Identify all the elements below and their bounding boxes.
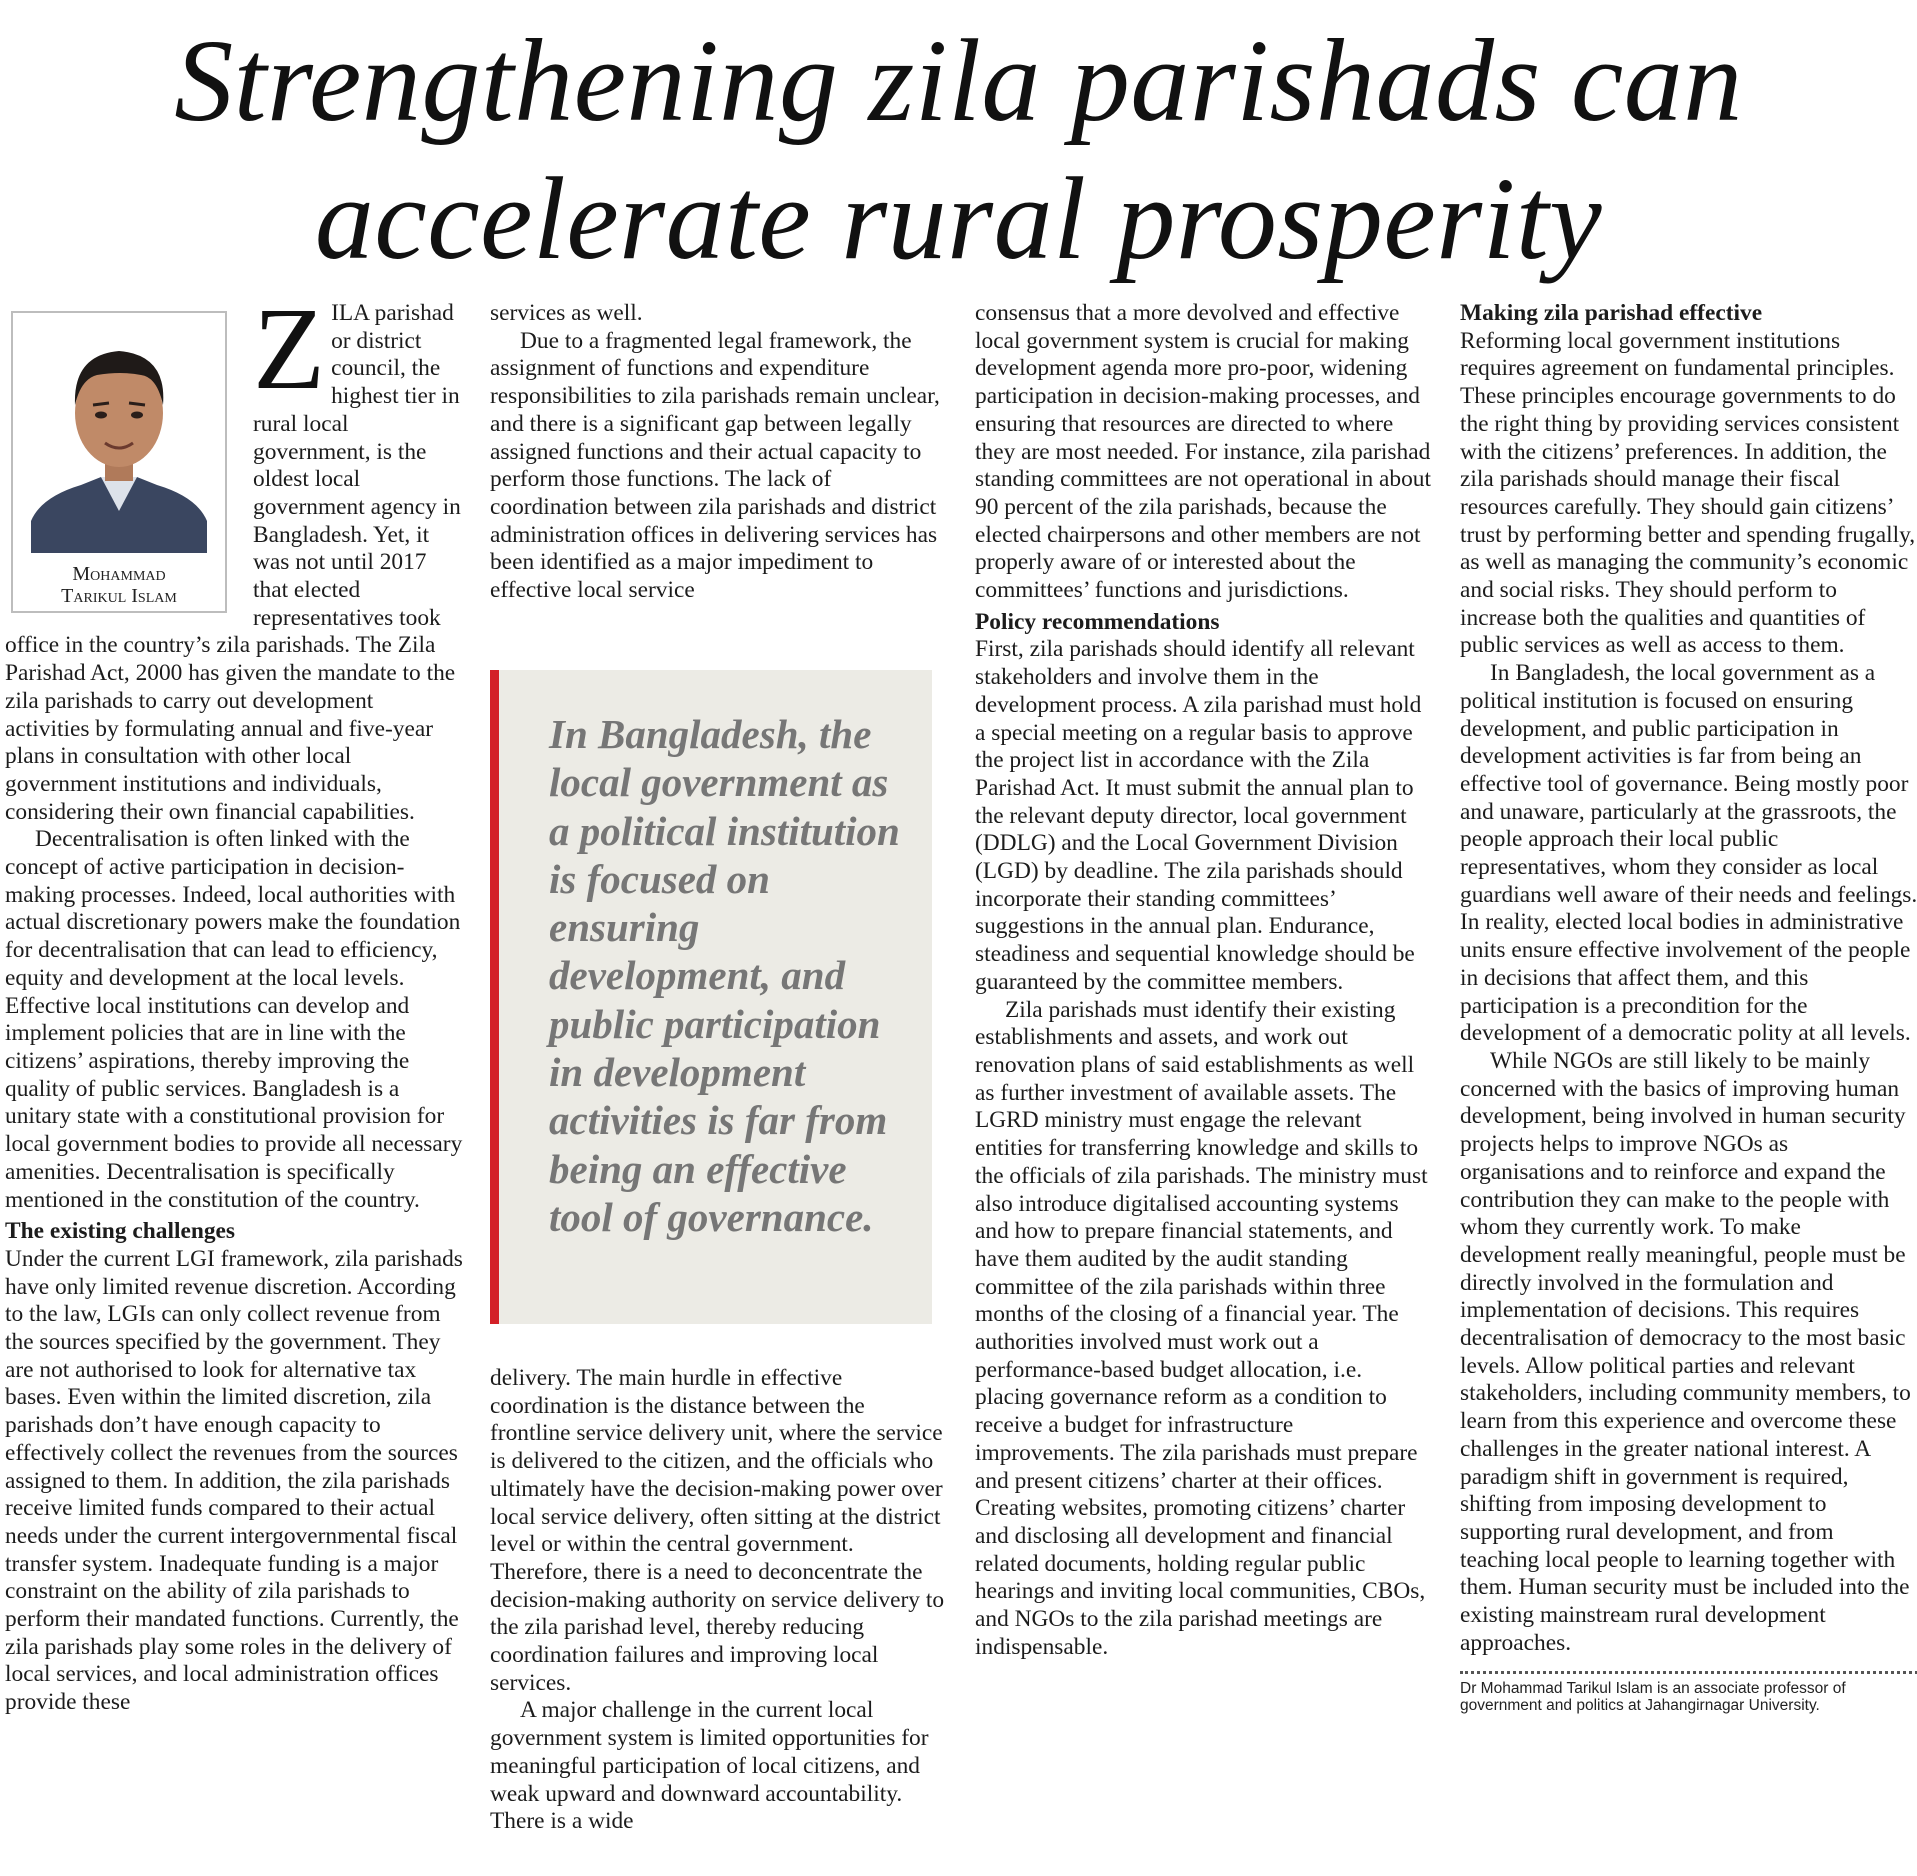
column-2-top xyxy=(490,300,948,605)
paragraph-ngos: While NGOs are still likely to be mainly concerned with the basics of improving human development, being involved in human security projects helps to improve NGOs as organisations and to reinforce and expand the contribution they can make to the people with whom they currently work. To make development really meaningful, people must be directly involved in the formulation and implementation of decisions. This requires decentralisation of democracy to the most basic levels. Allow political parties and relevant stakeholders, including community members, to learn from this experience and overcome these challenges in the greater national interest. A paradigm shift in government is required, shifting from imposing development to supporting rural development, and from teaching local people to learning together with them. Human security must be included into the existing mainstream rural development approaches. xyxy=(1460,1047,1911,1656)
column-1 xyxy=(5,283,463,1717)
paragraph-consensus: consensus that a more devolved and effective local government system is crucial for making development agenda more pro-poor, widening participation in decision-making processes, and ensuring that resources are directed to where they are most needed. For instance, zila parishad standing committees are not operational in about 90 percent of the zila parishads, because the elected chairpersons and other members are not properly aware of or interested about the committees’ functions and jurisdictions. xyxy=(975,300,1431,604)
column-2-bottom xyxy=(490,1365,948,1836)
paragraph-assets: Zila parishads must identify their existing establishments and assets, and work out renovation plans of said establishments as well as further investment of available assets. The LGRD ministry must engage the relevant entities for transferring knowledge and skills to the officials of zila parishads. The ministry must also introduce digitalised accounting systems and how to prepare financial statements, and have them audited by the audit standing committee of the zila parishads within three months of the closing of a financial year. The authorities involved must work out a performance-based budget allocation, i.e. placing governance reform as a condition to receive a budget for infrastructure improvements. The zila parishads must prepare and present citizens’ charter at their offices. Creating websites, promoting citizens’ charter and disclosing all development and financial related documents, holding regular public hearings and inviting local communities, CBOs, and NGOs to the zila parishad meetings are indispensable. xyxy=(975,996,1428,1660)
headline xyxy=(0,12,1917,288)
pull-quote-box xyxy=(490,670,932,1324)
column-4 xyxy=(1460,300,1917,1714)
paragraph-participation-challenge: A major challenge in the current local government system is limited opportunities for meaningful participation of local citizens, and weak upward and downward accountability. There is a wide xyxy=(490,1697,929,1835)
author-byline xyxy=(13,563,225,607)
subheading-making-effective: Making zila parishad effective xyxy=(1460,300,1763,326)
paragraph-coordination: delivery. The main hurdle in effective coordination is the distance between the frontline service delivery unit, where the service is delivered to the citizen, and the officials who ultimately have the decision-making power over local service delivery, often sitting at the district level or within the central government. Therefore, there is a need to deconcentrate the decision-making authority on service delivery to the zila parishad level, thereby reducing coordination failures and improving local services. xyxy=(490,1365,945,1696)
headline-line-1: Strengthening zila parishads can xyxy=(174,15,1743,146)
author-portrait-image xyxy=(31,325,207,553)
paragraph-reforming: Reforming local government institutions requires agreement on fundamental principles. These principles encourage governments to do the right thing by providing services consistent with the citizens’ preferences. In addition, the zila parishads should manage their fiscal resources carefully. They should gain citizens’ trust by performing better and spending frugally, as well as managing the community’s economic and social risks. They should perform to increase both the qualities and quantities of public services as well as access to them. xyxy=(1460,327,1916,659)
paragraph-legal-framework: Due to a fragmented legal framework, the assignment of functions and expenditure responsibilities to zila parishads remain unclear, and there is a significant gap between legally assigned functions and their actual capacity to perform those functions. The lack of coordination between zila parishads and district administration offices in delivering services has been identified as a major impediment to effective local service xyxy=(490,327,940,604)
paragraph-lgi-framework: Under the current LGI framework, zila parishads have only limited revenue discretion. According to the law, LGIs can only collect revenue from the sources specified by the government. They are not authorised to look for alternative tax bases. Even within the limited discretion, zila parishads don’t have enough capacity to effectively collect the revenues from the sources assigned to them. In addition, the zila parishads receive limited funds compared to their actual needs under the current intergovernmental fiscal transfer system. Inadequate funding is a major constraint on the ability of zila parishads to perform their mandated functions. Currently, the zila parishads play some roles in the delivery of local services, and local administration offices provide these xyxy=(5,1245,463,1716)
paragraph-stakeholders: First, zila parishads should identify all relevant stakeholders and involve them in the development process. A zila parishad must hold a special meeting on a regular basis to approve the project list in accordance with the Zila Parishad Act. It must submit the annual plan to the relevant deputy director, local government (DDLG) and the Local Government Division (LGD) by deadline. The zila parishads should incorporate their standing committees’ suggestions in the annual plan. Endurance, steadiness and sequential knowledge should be guaranteed by the committee members. xyxy=(975,636,1422,995)
drop-cap: Z xyxy=(253,283,326,414)
author-name-line-1: Mohammad xyxy=(72,563,166,585)
paragraph-decentralisation: Decentralisation is often linked with the concept of active participation in decision-making processes. Indeed, local authorities with actual discretionary powers make the foundation for decentralisation that can lead to efficiency, equity and development at the local levels. Effective local institutions can develop and implement policies that are in line with the citizens’ aspirations, thereby improving the quality of public services. Bangladesh is a unitary state with a constitutional provision for local government bodies to provide all necessary amenities. Decentralisation is specifically mentioned in the constitution of the country. xyxy=(5,826,463,1213)
author-photo-box xyxy=(11,311,227,613)
pull-quote-text: In Bangladesh, the local government as a political institution is focused on ensuring development, and public participation in development activities is far from being an effective tool of governance. xyxy=(549,711,900,1240)
bio-divider xyxy=(1460,1671,1917,1674)
subheading-policy-recommendations: Policy recommendations xyxy=(975,608,1220,635)
intro-paragraph-text: ILA parishad or district council, the highest tier in rural local government, is the oldest local government agency in Bangladesh. Yet, it was not until 2017 that elected representatives took office in the country’s zila parishads. The Zila Parishad Act, 2000 has given the mandate to the zila parishads to carry out development activities by formulating annual and five-year plans in consultation with other local government institutions and individuals, considering their own financial capabilities. xyxy=(5,300,461,825)
author-name-line-2: Tarikul Islam xyxy=(61,585,177,607)
subheading-existing-challenges: The existing challenges xyxy=(5,1218,236,1245)
headline-line-2: accelerate rural prosperity xyxy=(314,153,1603,284)
column-3 xyxy=(975,300,1433,1661)
author-bio: Dr Mohammad Tarikul Islam is an associate professor of government and politics at Jahangirnagar University. xyxy=(1460,1680,1846,1715)
paragraph-services-continued: services as well. xyxy=(490,300,643,326)
paragraph-political-institution: In Bangladesh, the local government as a political institution is focused on ensuring development, and public participation in development activities is far from being an effective tool of governance. Being mostly poor and unaware, particularly at the grassroots, the people approach their local public representatives, whom they consider as local guardians well aware of their needs and feelings. In reality, elected local bodies in administrative units ensure effective involvement of the people in decisions that affect them, and this participation is a precondition for the development of a democratic polity at all levels. xyxy=(1460,660,1917,1047)
